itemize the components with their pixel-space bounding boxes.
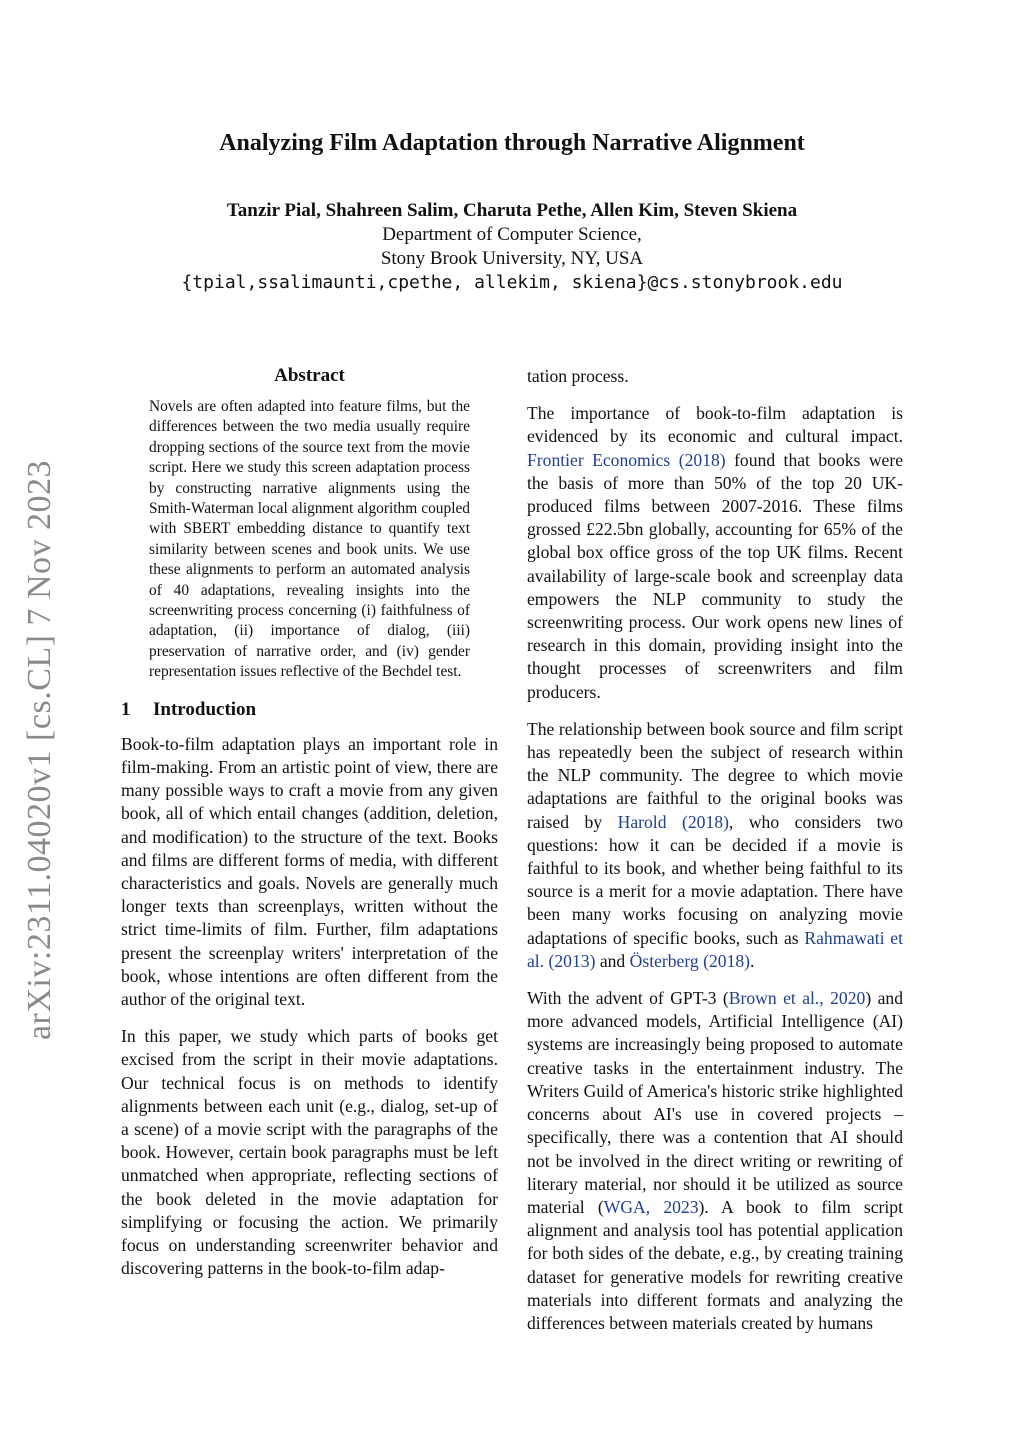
citation-rahmawati[interactable]: Rahmawati et al. (2013) — [527, 927, 903, 971]
citation-wga-2023[interactable]: WGA, 2023 — [603, 1196, 699, 1217]
citation-harold[interactable]: Harold (2018) — [617, 811, 729, 832]
citation-frontier-economics[interactable]: Frontier Economics (2018) — [527, 449, 726, 470]
left-column — [121, 365, 498, 1294]
section-number: 1 — [121, 698, 131, 720]
intro-paragraph-2: In this paper, we study which parts of books get excised from the script in their movie adaptations. Our technical focus is on methods to identify alignments between each unit (e.g., dialog, set-up of a scene) of a movie script with the paragraphs of the book. However, certain book paragraphs must be left unmatched when appropriate, reflecting sections of the book deleted in the movie adaptation for simplifying or focusing the action. We primarily focus on understanding screenwriter behavior and discovering patterns in the book-to-film adap- — [121, 1026, 498, 1279]
section-title: Introduction — [153, 698, 257, 720]
arxiv-identifier-stamp — [18, 455, 62, 1045]
right-column — [527, 365, 903, 1349]
intro-paragraph-4: The relationship between book source and film script has repeatedly been the subject of research within the NLP community. The degree to which movie adaptations are faithful to the original books was raised by Harold (2018), who considers two questions: how it can be decided if a movie is faithful to its book, and whether being faithful to its source is a merit for a movie adaptation. There have been many works focusing on analyzing movie adaptations of specific books, such as Rahmawati et al. (2013) and Österberg (2018). — [527, 718, 903, 971]
intro-paragraph-3: The importance of book-to-film adaptation is evidenced by its economic and cultural impact. Frontier Economics (2018) found that books were the basis of more than 50% of the top 20 UK-produced films between 2007-2016. These films grossed £22.5bn globally, accounting for 65% of the global box office gross of the top UK films. Recent availability of large-scale book and screenplay data empowers the NLP community to study the screenwriting process. Our work opens new lines of research in this domain, providing insight into the thought processes of screenwriters and film producers. — [527, 403, 904, 702]
abstract-heading: Abstract — [274, 365, 345, 386]
affiliation-university: Stony Brook University, NY, USA — [380, 248, 644, 269]
intro-paragraph-5: With the advent of GPT-3 (Brown et al., 2020) and more advanced models, Artificial Intelligence (AI) systems are increasingly being proposed to automate creative tasks in the entertainment industry. The Writers Guild of America's historic strike highlighted concerns about AI's use in covered projects – specifically, there was a contention that AI should not be involved in the direct writing or rewriting of literary material, nor should it be utilized as source material (WGA, 2023). A book to film script alignment and analysis tool has potential application for both sides of the debate, e.g., by creating training dataset for generative models for rewriting creative materials into different formats and analyzing the differences between materials created by humans — [527, 988, 903, 1333]
citation-brown-2020[interactable]: Brown et al., 2020 — [728, 988, 866, 1009]
intro-paragraph-2-continued: tation process. — [527, 366, 629, 386]
paper-title: Analyzing Film Adaptation through Narrative Alignment — [219, 130, 805, 156]
citation-osterberg[interactable]: Österberg (2018) — [629, 950, 751, 971]
intro-paragraph-1: Book-to-film adaptation plays an important role in film-making. From an artistic point of view, there are many possible ways to craft a movie from any given book, all of which entail changes (addition, deletion, and modification) to the structure of the text. Books and films are different forms of media, with different characteristics and goals. Novels are generally much longer texts than screenplays, written without the strict time-limits of film. Further, film adaptations present the screenplay writers' interpretation of the book, whose intentions are often different from the author of the original text. — [121, 733, 498, 1009]
author-emails: {tpial,ssalimaunti,cpethe, allekim, skiena}@cs.stonybrook.edu — [181, 272, 843, 293]
affiliation-department: Department of Computer Science, — [382, 224, 642, 245]
author-list: Tanzir Pial, Shahreen Salim, Charuta Pethe, Allen Kim, Steven Skiena — [226, 200, 798, 221]
abstract-body: Novels are often adapted into feature films, but the differences between the two media usually require dropping sections of the source text from the movie script. Here we study this screen adaptation process by constructing narrative alignments using the Smith-Waterman local alignment algorithm coupled with SBERT embedding distance to quantify text similarity between scenes and book units. We use these alignments to perform an automated analysis of 40 adaptations, revealing insights into the screenwriting process concerning (i) faithfulness of adaptation, (ii) importance of dialog, (iii) preservation of narrative order, and (iv) gender representation issues reflective of the Bechdel test. — [149, 398, 470, 681]
arxiv-identifier: arXiv:2311.04020v1 [cs.CL] 7 Nov 2023 — [21, 459, 59, 1041]
section-heading-introduction — [121, 699, 498, 721]
